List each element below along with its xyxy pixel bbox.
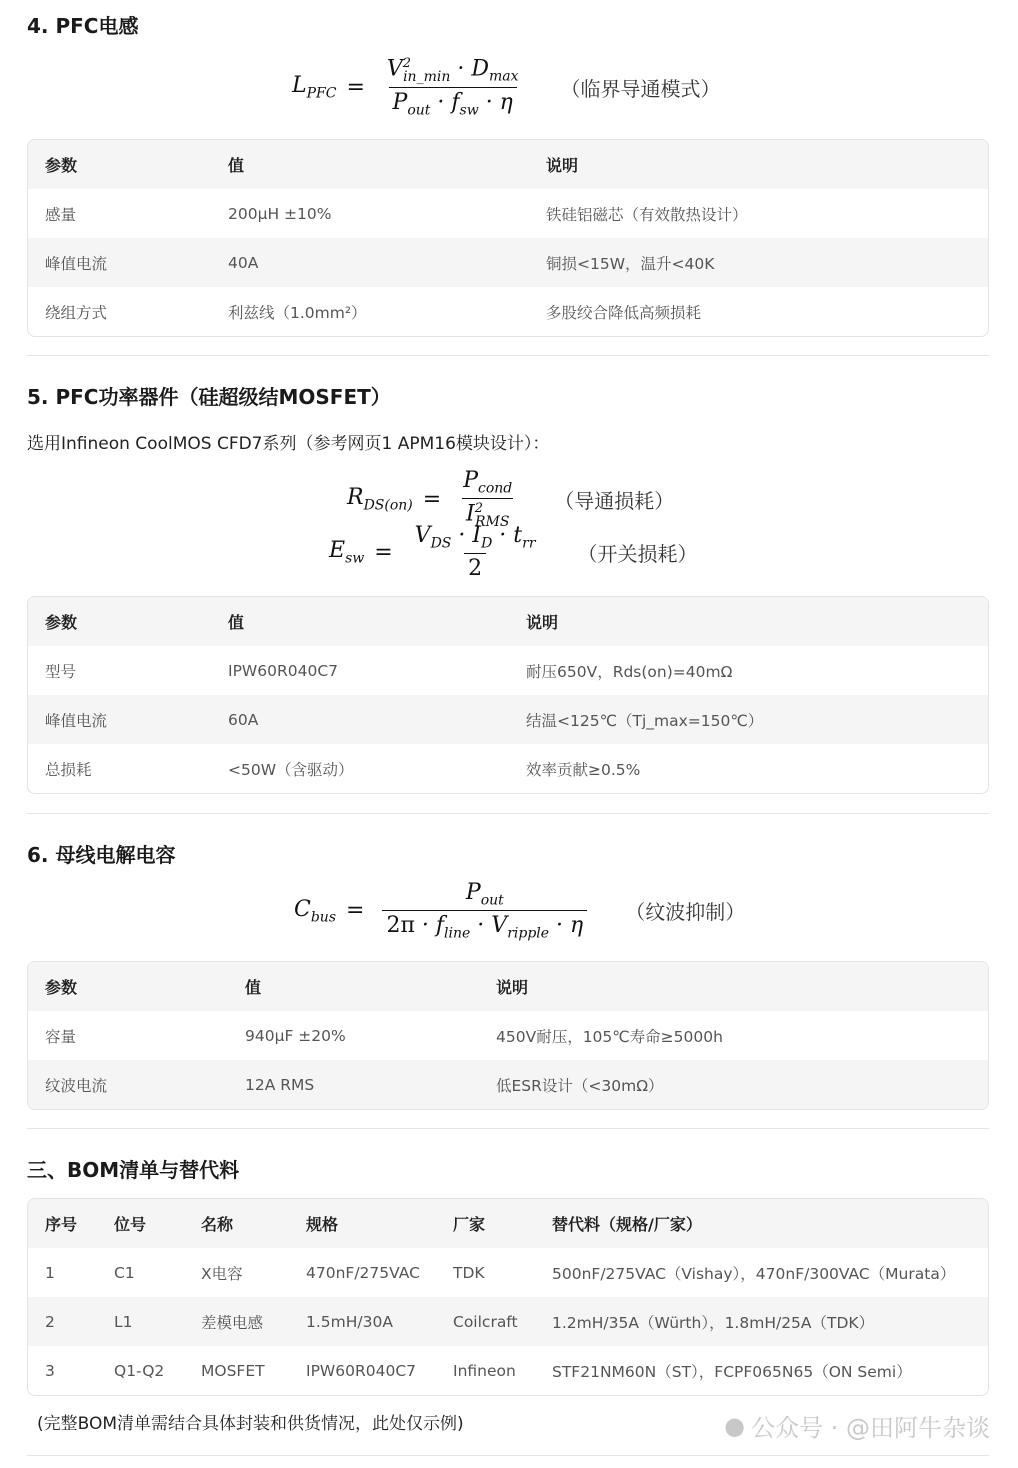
table-row <box>28 1297 988 1346</box>
table-cell: 结温<125℃（Tj_max=150℃） <box>526 711 764 730</box>
table-cell: 1.5mH/30A <box>306 1312 393 1331</box>
section-6-title: 6. 母线电解电容 <box>27 843 176 867</box>
table-cell: TDK <box>453 1263 485 1282</box>
bom-table <box>27 1198 989 1396</box>
table-cell: 厂家 <box>453 1215 486 1234</box>
table-cell: 参数 <box>45 156 78 175</box>
wechat-icon: ● <box>724 1411 746 1440</box>
table-cell: IPW60R040C7 <box>306 1361 417 1380</box>
table-cell: 2 <box>45 1312 55 1331</box>
table-cell: 利兹线（1.0mm²） <box>228 303 367 322</box>
table-cell: 型号 <box>45 662 77 681</box>
table-cell: 序号 <box>45 1215 78 1234</box>
bom-title: 三、BOM清单与替代料 <box>27 1158 240 1182</box>
table-cell: Infineon <box>453 1361 516 1380</box>
bom-note: (完整BOM清单需结合具体封装和供货情况，此处仅示例) <box>37 1414 464 1434</box>
table-cell: 绕组方式 <box>45 303 108 322</box>
table-cell: 峰值电流 <box>45 254 108 273</box>
formula-lpfc: $L_{PFC}$ = $\frac{V^2_{in\_min} \cdot D_{max}}{P_{out} \cdot f_{sw} \cdot \eta}$ （临界导通模式） <box>292 56 721 119</box>
table-cell: 纹波电流 <box>45 1076 108 1095</box>
table-cell: 耐压650V，Rds(on)=40mΩ <box>526 662 733 681</box>
table-cell: L1 <box>114 1312 133 1331</box>
formula-note: （开关损耗） <box>577 541 698 566</box>
table-cell: 1.2mH/35A（Würth），1.8mH/25A（TDK） <box>552 1313 875 1332</box>
table-cell: 替代料（规格/厂家） <box>552 1215 702 1234</box>
table-cell: 参数 <box>45 978 78 997</box>
table-cell: X电容 <box>201 1264 243 1283</box>
table-cell: 3 <box>45 1361 55 1380</box>
pfc-inductor-table <box>27 139 989 337</box>
table-cell: 说明 <box>496 978 529 997</box>
table-cell: 说明 <box>526 613 559 632</box>
formula-rdson: $R_{DS(on)}$ = $\frac{P_{cond}}{I^2_{RMS}}$ （导通损耗） <box>347 468 675 531</box>
divider <box>27 1455 989 1456</box>
table-cell: 名称 <box>201 1215 234 1234</box>
table-cell: 470nF/275VAC <box>306 1263 420 1282</box>
table-cell: 位号 <box>114 1215 147 1234</box>
table-cell: C1 <box>114 1263 135 1282</box>
formula-note: （临界导通模式） <box>560 76 721 101</box>
table-row <box>28 695 988 744</box>
table-cell: 940μF ±20% <box>245 1026 346 1045</box>
table-cell: 差模电感 <box>201 1313 264 1332</box>
table-row <box>28 189 988 238</box>
table-header <box>28 962 988 1011</box>
table-cell: 40A <box>228 253 259 272</box>
table-cell: 铁硅铝磁芯（有效散热设计） <box>546 205 748 224</box>
divider <box>27 355 989 356</box>
formula-esw: $E_{sw}$ = $\frac{V_{DS} \cdot I_D \cdot t_{rr}}{2}$ （开关损耗） <box>329 523 698 582</box>
table-cell: 参数 <box>45 613 78 632</box>
watermark: ● 公众号 · @田阿牛杂谈 <box>724 1411 990 1442</box>
table-cell: 12A RMS <box>245 1075 315 1094</box>
table-cell: 低ESR设计（<30mΩ） <box>496 1076 664 1095</box>
table-cell: 450V耐压，105℃寿命≥5000h <box>496 1027 723 1046</box>
section-5-title: 5. PFC功率器件（硅超级结MOSFET） <box>27 385 391 409</box>
mosfet-table <box>27 596 989 794</box>
table-header <box>28 597 988 646</box>
table-cell: 说明 <box>546 156 579 175</box>
table-cell: 值 <box>228 613 245 632</box>
table-cell: Coilcraft <box>453 1312 518 1331</box>
table-row <box>28 1346 988 1395</box>
table-row <box>28 287 988 336</box>
table-cell: 多股绞合降低高频损耗 <box>546 303 702 322</box>
table-header <box>28 1199 988 1248</box>
table-cell: 值 <box>228 156 245 175</box>
table-cell: 效率贡献≥0.5% <box>526 760 641 779</box>
table-cell: 容量 <box>45 1027 77 1046</box>
table-row <box>28 646 988 695</box>
capacitor-table <box>27 961 989 1110</box>
table-row <box>28 1248 988 1297</box>
divider <box>27 1128 989 1129</box>
table-cell: 500nF/275VAC（Vishay），470nF/300VAC（Murata） <box>552 1264 956 1283</box>
table-cell: <50W（含驱动） <box>228 760 354 779</box>
formula-note: （纹波抑制） <box>625 900 746 925</box>
table-cell: 60A <box>228 710 259 729</box>
table-header <box>28 140 988 189</box>
table-cell: 铜损<15W，温升<40K <box>546 254 715 273</box>
table-row <box>28 1060 988 1109</box>
table-cell: Q1-Q2 <box>114 1361 165 1380</box>
table-row <box>28 1011 988 1060</box>
table-cell: 感量 <box>45 205 77 224</box>
table-cell: STF21NM60N（ST），FCPF065N65（ON Semi） <box>552 1362 912 1381</box>
formula-cbus: $C_{bus}$ = $\frac{P_{out}}{2\pi \cdot f_{line} \cdot V_{ripple} \cdot \eta}$ （纹波抑制） <box>294 880 746 942</box>
divider <box>27 813 989 814</box>
intro-text: 选用Infineon CoolMOS CFD7系列（参考网页1 APM16模块设计）： <box>27 434 550 454</box>
table-cell: 规格 <box>306 1215 339 1234</box>
table-cell: 1 <box>45 1263 55 1282</box>
table-cell: 值 <box>245 978 262 997</box>
formula-note: （导通损耗） <box>554 488 675 513</box>
section-4-title: 4. PFC电感 <box>27 14 139 38</box>
table-cell: 200μH ±10% <box>228 204 332 223</box>
table-cell: IPW60R040C7 <box>228 661 339 680</box>
table-cell: MOSFET <box>201 1361 265 1380</box>
table-cell: 峰值电流 <box>45 711 108 730</box>
table-cell: 总损耗 <box>45 760 92 779</box>
table-row <box>28 238 988 287</box>
table-row <box>28 744 988 793</box>
